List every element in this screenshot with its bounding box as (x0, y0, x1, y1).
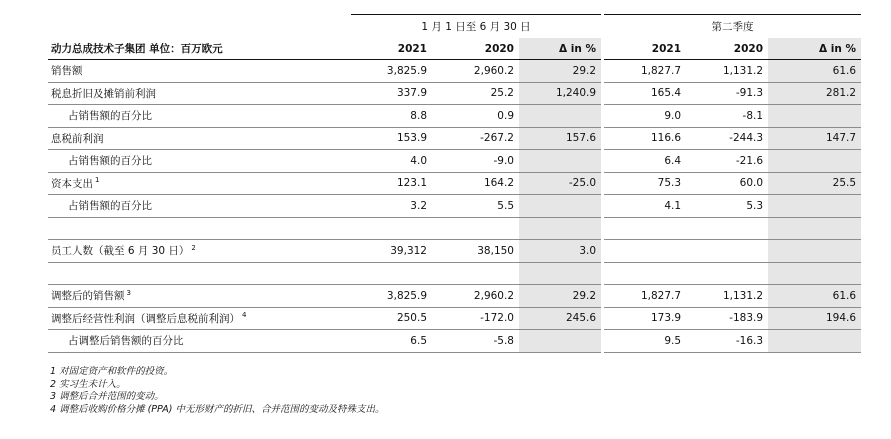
table-row-employees (48, 240, 861, 263)
table-cell (768, 240, 861, 263)
table-cell (519, 330, 601, 353)
table-cell: -244.3 (686, 127, 768, 150)
table-cell: 1,131.2 (686, 60, 768, 83)
table-cell: 164.2 (432, 172, 519, 195)
table-cell: 9.0 (604, 105, 686, 128)
col-q2-delta: Δ in % (768, 38, 861, 60)
table-cell (768, 150, 861, 173)
row-label (48, 240, 351, 263)
table-cell: 3,825.9 (351, 60, 432, 83)
table-cell: 75.3 (604, 172, 686, 195)
footnote-2: 2 实习生未计入。 (50, 378, 126, 390)
row-label: 占销售额的百分比 (48, 195, 351, 218)
table-cell (768, 330, 861, 353)
financial-table-container (48, 14, 861, 353)
table-cell: -5.8 (432, 330, 519, 353)
table-cell: -8.1 (686, 105, 768, 128)
table-cell: 8.8 (351, 105, 432, 128)
row-label-text: 资本支出 (51, 177, 93, 190)
row-label-text: 调整后经营性利润（调整后息税前利润） (51, 312, 240, 325)
row-label-text: 员工人数（截至 6 月 30 日） (51, 245, 190, 258)
col-h1-2020: 2020 (432, 38, 519, 60)
table-cell (519, 195, 601, 218)
table-cell: 3.0 (519, 240, 601, 263)
table-cell: 4.0 (351, 150, 432, 173)
table-cell: 0.9 (432, 105, 519, 128)
row-label: 税息折旧及摊销前利润 (48, 82, 351, 105)
table-cell: 6.5 (351, 330, 432, 353)
table-row-sales (48, 60, 861, 83)
col-q2-2020: 2020 (686, 38, 768, 60)
table-cell: 60.0 (686, 172, 768, 195)
table-cell: 4.1 (604, 195, 686, 218)
table-cell: 194.6 (768, 307, 861, 330)
table-row-ebit-pct (48, 150, 861, 173)
table-cell: 1,240.9 (519, 82, 601, 105)
table-cell: 165.4 (604, 82, 686, 105)
table-row-adjusted-ebit (48, 307, 861, 330)
table-cell: 5.5 (432, 195, 519, 218)
table-cell: -25.0 (519, 172, 601, 195)
table-cell: 3.2 (351, 195, 432, 218)
table-cell (604, 240, 686, 263)
table-cell: 29.2 (519, 285, 601, 308)
table-cell: -183.9 (686, 307, 768, 330)
table-cell: 9.5 (604, 330, 686, 353)
table-cell (519, 150, 601, 173)
row-label: 息税前利润 (48, 127, 351, 150)
table-cell: 337.9 (351, 82, 432, 105)
table-row-capex-pct (48, 195, 861, 218)
table-cell: 5.3 (686, 195, 768, 218)
row-label: 占销售额的百分比 (48, 105, 351, 128)
table-cell: 39,312 (351, 240, 432, 263)
table-row-ebitda (48, 82, 861, 105)
footnotes (50, 366, 385, 416)
footnote-ref: 4 (242, 311, 247, 320)
table-cell: 3,825.9 (351, 285, 432, 308)
table-cell: 157.6 (519, 127, 601, 150)
table-row-adjusted-sales (48, 285, 861, 308)
table-cell: -21.6 (686, 150, 768, 173)
table-cell: -91.3 (686, 82, 768, 105)
row-label (48, 307, 351, 330)
table-cell: 173.9 (604, 307, 686, 330)
table-cell: 245.6 (519, 307, 601, 330)
row-label-text: 调整后的销售额 (51, 290, 125, 303)
table-row-capex (48, 172, 861, 195)
table-title: 动力总成技术子集团 单位：百万欧元 (48, 38, 351, 60)
group-header-q2: 第二季度 (604, 15, 861, 39)
table-cell: 281.2 (768, 82, 861, 105)
table-cell: 29.2 (519, 60, 601, 83)
table-cell (686, 240, 768, 263)
row-label (48, 285, 351, 308)
col-q2-2021: 2021 (604, 38, 686, 60)
table-row-ebit (48, 127, 861, 150)
row-label: 占调整后销售额的百分比 (48, 330, 351, 353)
footnote-4: 4 调整后收购价格分摊 (PPA) 中无形财产的折旧、合并范围的变动及特殊支出。 (50, 403, 385, 415)
table-cell: 116.6 (604, 127, 686, 150)
table-cell (768, 195, 861, 218)
table-cell: 6.4 (604, 150, 686, 173)
row-label: 占销售额的百分比 (48, 150, 351, 173)
table-cell: -172.0 (432, 307, 519, 330)
footnote-ref: 1 (95, 176, 100, 185)
footnote-ref: 2 (191, 243, 196, 252)
table-cell: 2,960.2 (432, 60, 519, 83)
col-h1-delta: Δ in % (519, 38, 601, 60)
table-cell: -9.0 (432, 150, 519, 173)
column-header-row (48, 38, 861, 60)
table-cell (768, 105, 861, 128)
group-header-h1: 1 月 1 日至 6 月 30 日 (351, 15, 601, 39)
table-cell: 2,960.2 (432, 285, 519, 308)
table-cell (519, 105, 601, 128)
row-label (48, 172, 351, 195)
table-row-adjusted-ebit-pct (48, 330, 861, 353)
table-cell: 153.9 (351, 127, 432, 150)
table-cell: 147.7 (768, 127, 861, 150)
table-row-ebitda-pct (48, 105, 861, 128)
table-cell: -16.3 (686, 330, 768, 353)
group-header-row (48, 15, 861, 39)
table-cell: 61.6 (768, 285, 861, 308)
table-cell: 38,150 (432, 240, 519, 263)
table-cell: 61.6 (768, 60, 861, 83)
footnote-3: 3 调整后合并范围的变动。 (50, 391, 164, 403)
powertrain-financial-table (48, 14, 861, 353)
table-cell: 25.2 (432, 82, 519, 105)
table-cell: 1,827.7 (604, 60, 686, 83)
table-cell: 250.5 (351, 307, 432, 330)
table-cell: 123.1 (351, 172, 432, 195)
footnote-1: 1 对固定资产和软件的投资。 (50, 366, 174, 377)
table-cell: 1,131.2 (686, 285, 768, 308)
row-label: 销售额 (48, 60, 351, 83)
table-cell: 25.5 (768, 172, 861, 195)
footnote-ref: 3 (126, 288, 131, 297)
spacer-row (48, 217, 861, 240)
spacer-row (48, 262, 861, 285)
col-h1-2021: 2021 (351, 38, 432, 60)
table-cell: 1,827.7 (604, 285, 686, 308)
table-cell: -267.2 (432, 127, 519, 150)
